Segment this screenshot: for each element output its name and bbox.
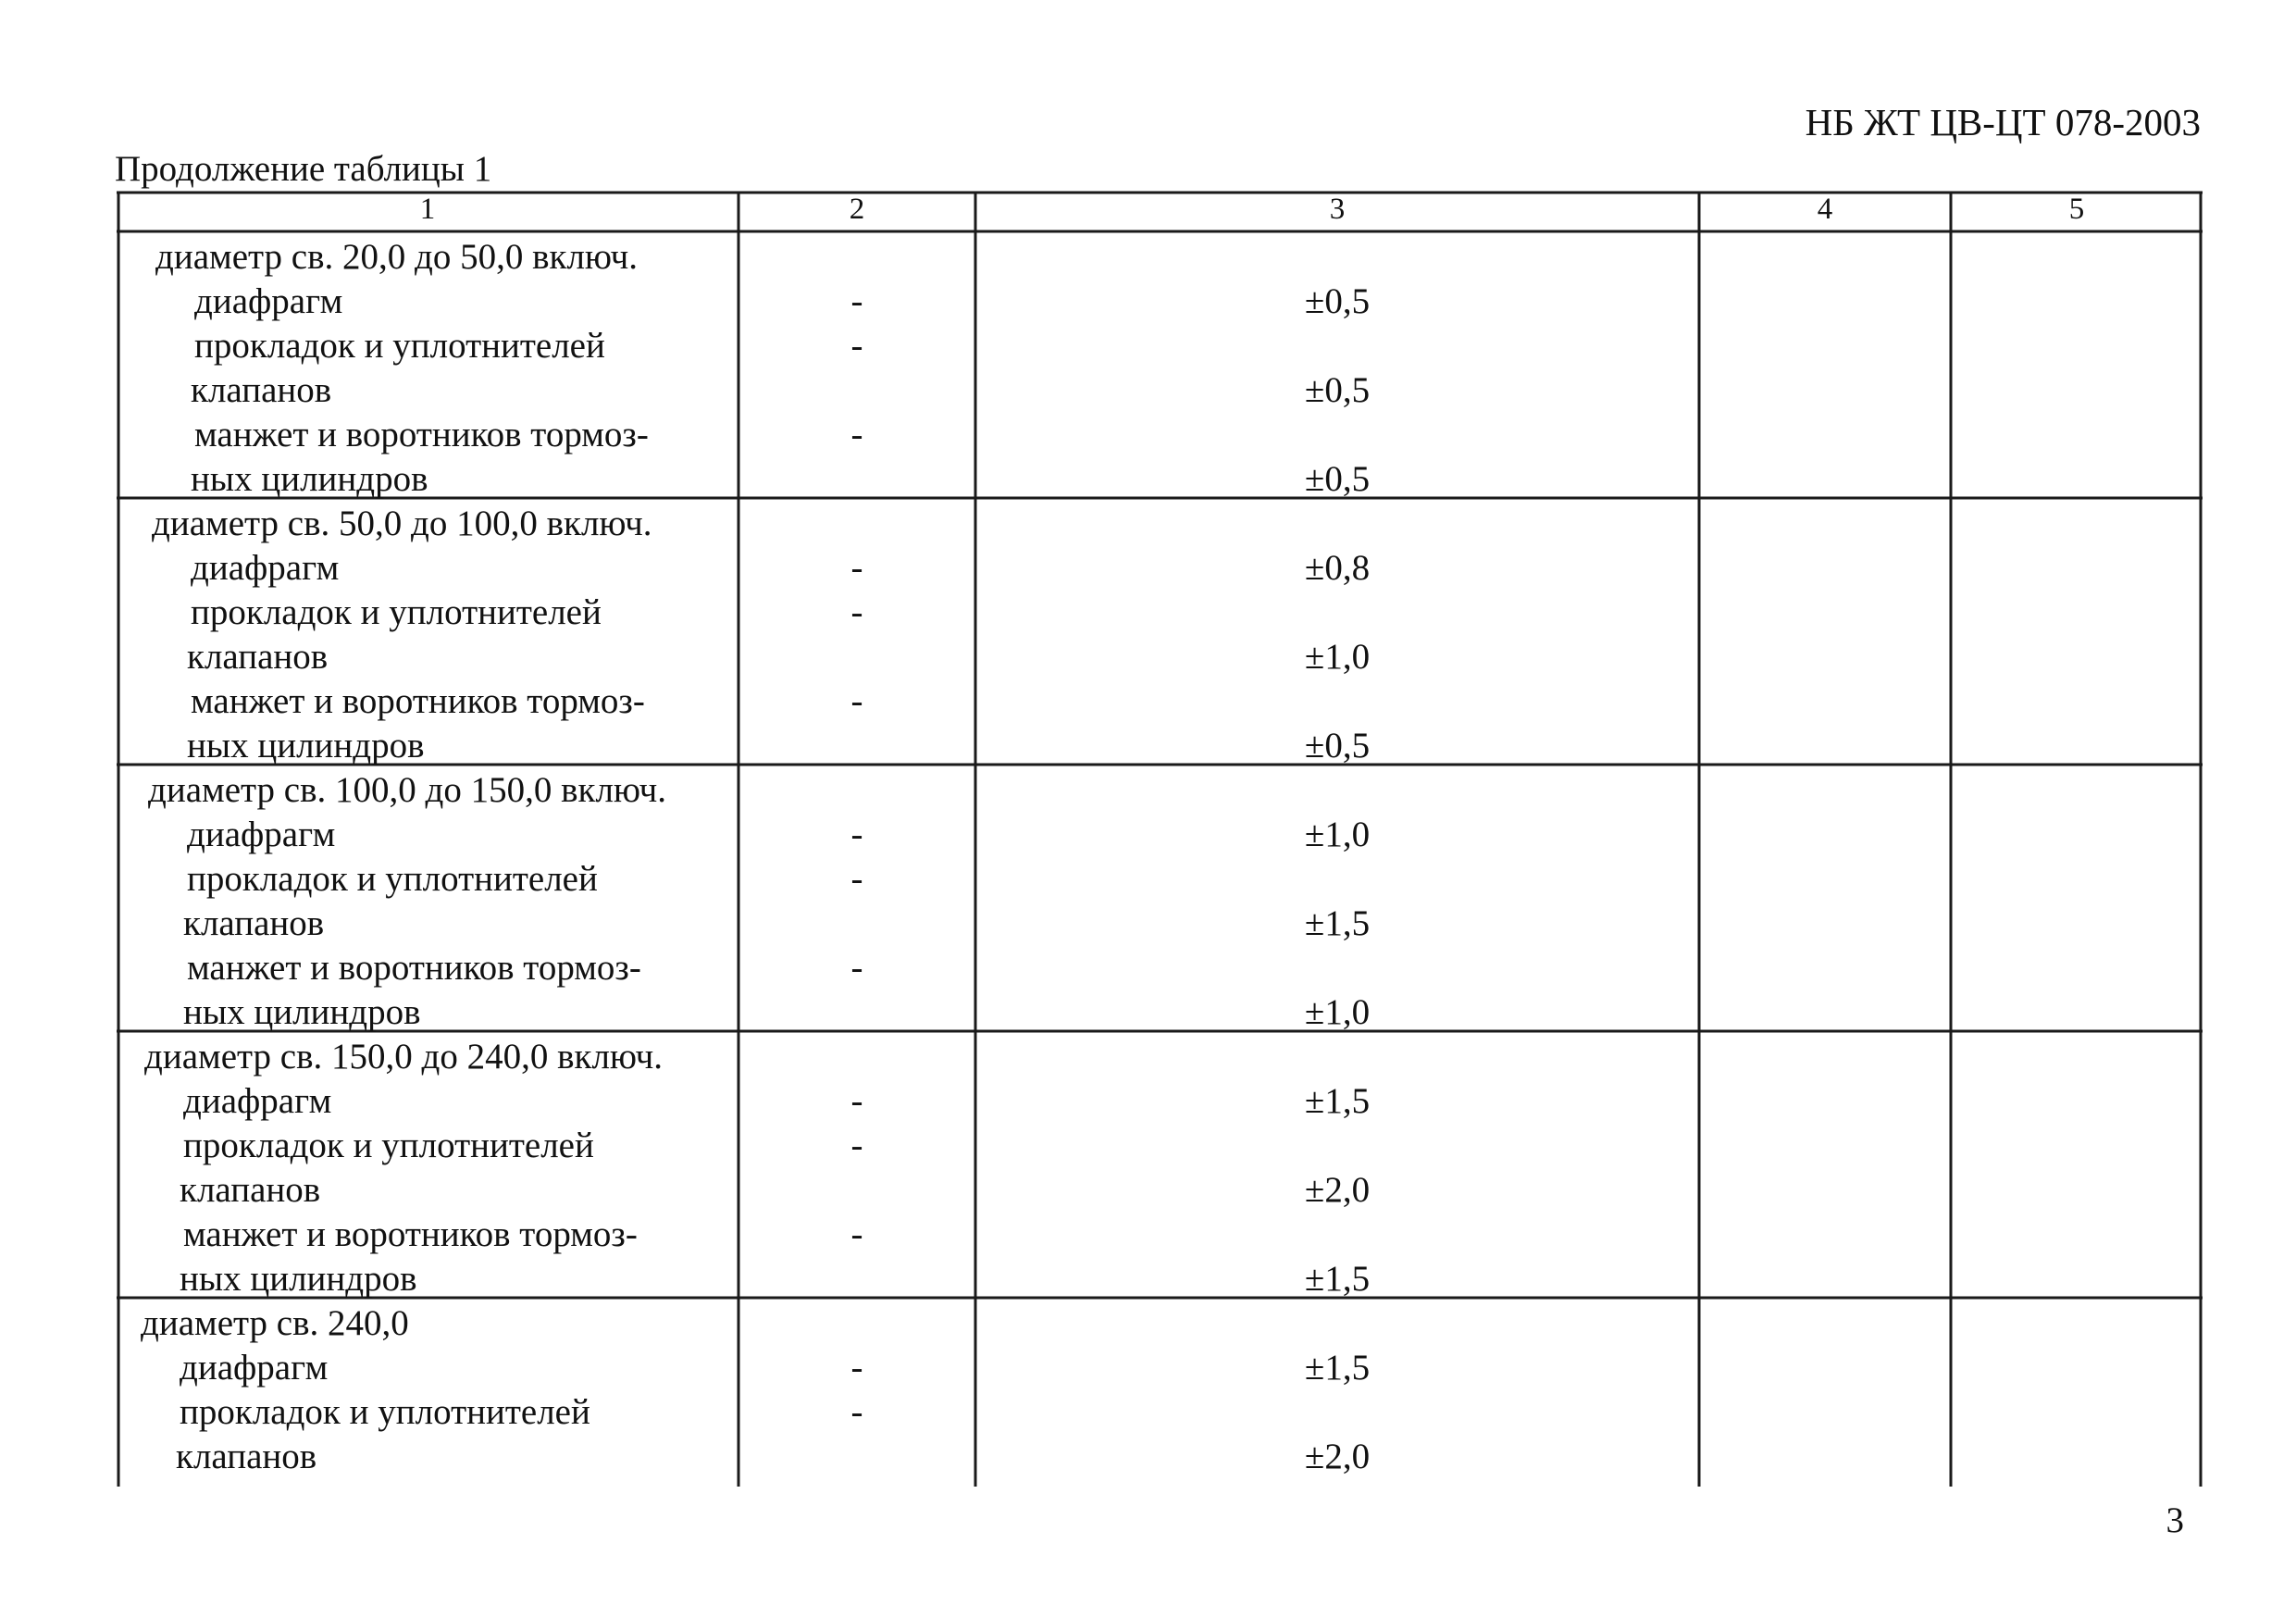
row-label: манжет и воротников тормоз-	[187, 948, 641, 988]
col3-value: ±0,8	[1304, 548, 1371, 588]
row-label: ных цилиндров	[183, 992, 421, 1032]
column-header-3: 3	[1329, 193, 1346, 226]
row-label: диафрагм	[191, 548, 340, 588]
col3-value: ±2,0	[1304, 1170, 1371, 1210]
col3-value: ±1,0	[1304, 992, 1371, 1032]
group-title: диаметр св. 240,0	[141, 1303, 409, 1343]
col2-value: -	[850, 815, 863, 854]
page-number: 3	[2166, 1500, 2184, 1540]
col2-value: -	[850, 1214, 863, 1254]
row-label: прокладок и уплотнителей	[191, 592, 602, 632]
col3-value: ±1,0	[1304, 637, 1371, 677]
row-label: прокладок и уплотнителей	[180, 1392, 590, 1432]
col2-value: -	[850, 1392, 863, 1432]
col2-value: -	[850, 1348, 863, 1388]
row-label: прокладок и уплотнителей	[194, 326, 605, 366]
row-label: клапанов	[191, 370, 332, 410]
group-title: диаметр св. 100,0 до 150,0 включ.	[148, 770, 666, 810]
row-label: диафрагм	[180, 1348, 329, 1388]
col3-value: ±0,5	[1304, 726, 1371, 765]
col2-value: -	[850, 1126, 863, 1165]
row-label: диафрагм	[194, 281, 343, 321]
row-label: диафрагм	[183, 1081, 332, 1121]
column-header-4: 4	[1817, 193, 1833, 226]
row-label: прокладок и уплотнителей	[187, 859, 598, 899]
col2-value: -	[850, 548, 863, 588]
col3-value: ±1,0	[1304, 815, 1371, 854]
col2-value: -	[850, 948, 863, 988]
row-label: ных цилиндров	[187, 726, 425, 765]
col3-value: ±1,5	[1304, 1081, 1371, 1121]
row-label: манжет и воротников тормоз-	[191, 681, 645, 721]
row-label: клапанов	[176, 1437, 317, 1476]
group-title: диаметр св. 50,0 до 100,0 включ.	[152, 504, 652, 543]
row-label: прокладок и уплотнителей	[183, 1126, 594, 1165]
col2-value: -	[850, 592, 863, 632]
column-header-1: 1	[419, 193, 436, 226]
col3-value: ±0,5	[1304, 281, 1371, 321]
col2-value: -	[850, 326, 863, 366]
row-label: клапанов	[183, 903, 325, 943]
column-header-2: 2	[849, 193, 865, 226]
data-table	[117, 191, 2203, 1487]
col3-value: ±0,5	[1304, 370, 1371, 410]
col3-value: ±2,0	[1304, 1437, 1371, 1476]
group-title: диаметр св. 20,0 до 50,0 включ.	[155, 237, 638, 277]
row-label: манжет и воротников тормоз-	[194, 415, 649, 454]
col2-value: -	[850, 415, 863, 454]
col3-value: ±1,5	[1304, 903, 1371, 943]
group-title: диаметр св. 150,0 до 240,0 включ.	[144, 1037, 663, 1077]
row-label: ных цилиндров	[180, 1259, 417, 1299]
row-label: ных цилиндров	[191, 459, 428, 499]
col3-value: ±1,5	[1304, 1259, 1371, 1299]
row-label: диафрагм	[187, 815, 336, 854]
col2-value: -	[850, 281, 863, 321]
col2-value: -	[850, 681, 863, 721]
table-caption: Продолжение таблицы 1	[115, 149, 492, 189]
col3-value: ±0,5	[1304, 459, 1371, 499]
document-code: НБ ЖТ ЦВ-ЦТ 078-2003	[1805, 101, 2201, 143]
row-label: клапанов	[187, 637, 329, 677]
row-label: клапанов	[180, 1170, 321, 1210]
column-header-5: 5	[2068, 193, 2085, 226]
col2-value: -	[850, 859, 863, 899]
col3-value: ±1,5	[1304, 1348, 1371, 1388]
row-label: манжет и воротников тормоз-	[183, 1214, 638, 1254]
col2-value: -	[850, 1081, 863, 1121]
